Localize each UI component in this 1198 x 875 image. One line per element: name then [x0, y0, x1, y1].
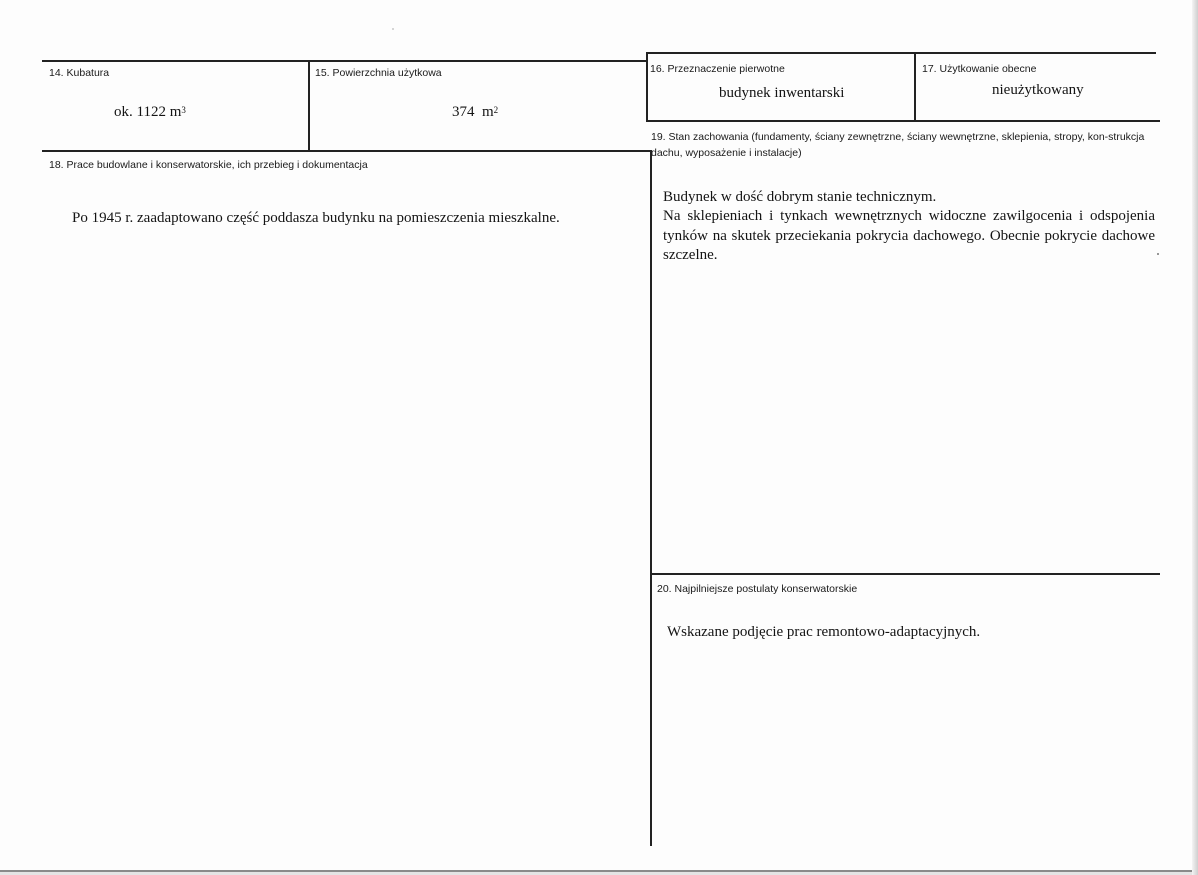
- rule-16-17-bottom: [646, 120, 1160, 122]
- field-19-value: Na sklepieniach i tynkach wewnętrznych widoczne zawilgocenia i odspojenia tynków na skutek przeciekania pokrycia dachowego. Obecnie pokrycie dachowe szczelne.: [663, 208, 1155, 263]
- field-18-label: 18. Prace budowlane i konserwatorskie, ich przebieg i dokumentacja: [49, 159, 368, 171]
- field-15-value-text: 374 m: [452, 104, 494, 120]
- rule-14-15: [308, 60, 310, 152]
- field-15-unit-exponent: 2: [493, 105, 499, 115]
- field-14-value: [114, 104, 186, 121]
- field-15-value: [452, 104, 498, 121]
- field-20-value: Wskazane podjęcie prac remontowo-adaptacyjnych.: [667, 624, 981, 640]
- field-14-value-text: ok. 1122 m: [114, 104, 182, 120]
- field-16-value: budynek inwentarski: [719, 85, 845, 101]
- rule-16-17: [914, 52, 916, 122]
- field-19-first-line: Budynek w dość dobrym stanie technicznym.: [663, 189, 937, 205]
- scan-edge: [1192, 0, 1198, 875]
- field-15-label: 15. Powierzchnia użytkowa: [315, 67, 442, 79]
- scan-speck: [392, 28, 394, 30]
- field-14-label: 14. Kubatura: [49, 67, 110, 79]
- field-17-value: nieużytkowany: [992, 82, 1084, 98]
- field-16-label: 16. Przeznaczenie pierwotne: [650, 63, 785, 75]
- field-17-label: 17. Użytkowanie obecne: [922, 63, 1037, 75]
- field-14-unit-exponent: 3: [181, 105, 186, 115]
- field-18-value: Po 1945 r. zaadaptowano część poddasza budynku na pomieszczenia mieszkalne.: [72, 210, 560, 226]
- rule-top-right: [646, 52, 1156, 54]
- rule-left-right: [646, 52, 648, 122]
- field-20-label: 20. Najpilniejsze postulaty konserwatorskie: [657, 583, 858, 595]
- rule-15-bottom: [42, 150, 652, 152]
- rule-center: [650, 150, 652, 846]
- field-19-label: 19. Stan zachowania (fundamenty, ściany zewnętrzne, ściany wewnętrzne, sklepienia, stropy, kon-strukcja dachu, wyposażenie i instalacje): [651, 131, 1145, 159]
- rule-19-20: [652, 573, 1160, 575]
- rule-top-left: [42, 60, 648, 62]
- scan-speck: [1157, 253, 1159, 255]
